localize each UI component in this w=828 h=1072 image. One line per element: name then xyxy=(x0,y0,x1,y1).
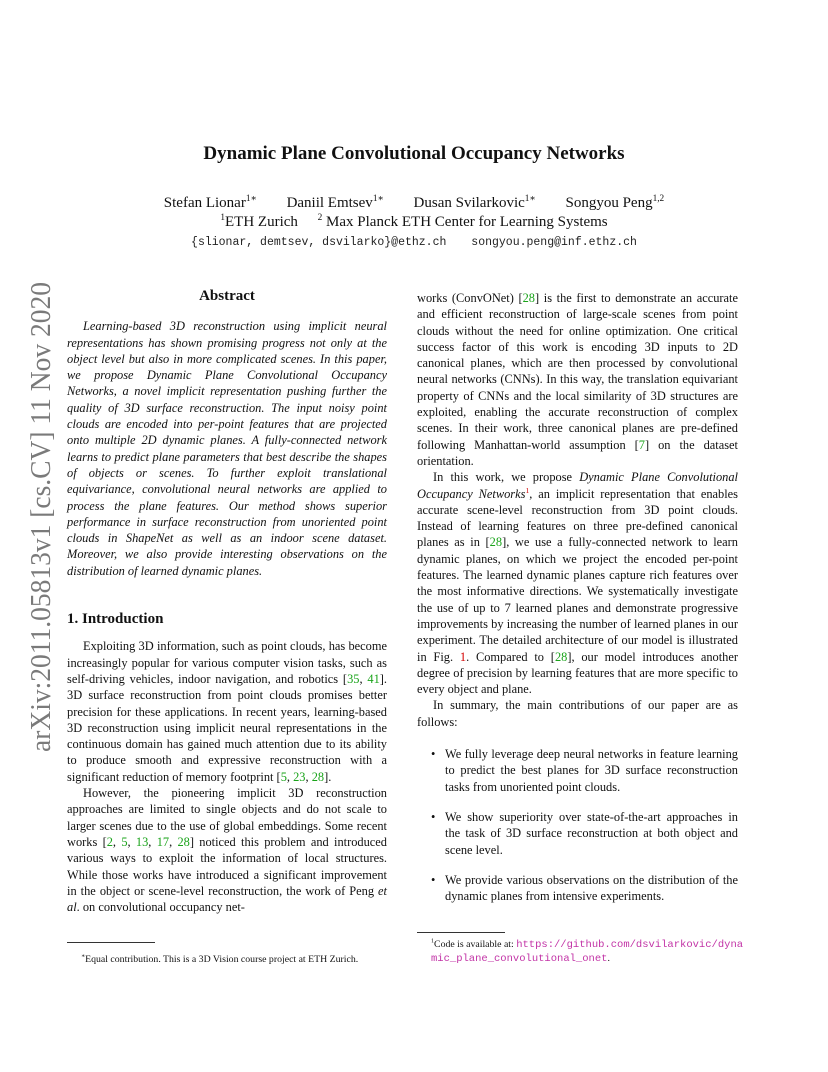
author-list xyxy=(0,195,828,212)
abstract-text: Learning-based 3D reconstruction using implicit neural representations has shown promising progress not only at the object level but also in more complicated scenes. In this paper, we propose Dynamic Plane Convolutional Occupancy Networks, a novel implicit representation pushing further the quality of 3D surface reconstruction. The input noisy point clouds are encoded into per-point features that are projected onto multiple 2D dynamic planes. A fully-connected network learns to predict plane parameters that best describe the shapes of objects or scenes. To further exploit translational equivariance, convolutional neural networks are applied to process the plane features. Our method shows superior performance in surface reconstruction from unoriented point clouds in ShapeNet as well as an indoor scene dataset. Moreover, we also provide interesting observations on the distribution of learned dynamic planes. xyxy=(67,319,387,578)
footnote-rule xyxy=(67,942,155,943)
citation-link[interactable]: 28 xyxy=(522,291,535,305)
abstract-heading: Abstract xyxy=(199,288,255,304)
author: Dusan Svilarkovic$^{1∗}$ xyxy=(413,194,536,211)
citation-link[interactable]: 17 xyxy=(156,834,170,849)
bullet-icon: • xyxy=(431,872,436,887)
intro-paragraph-3: works (ConvONet) [28] is the first to demonstrate an accurate and efficient reconstruction of large-scale scenes from point clouds without the need for online optimization. One critical success factor of this work is encoding 3D inputs to 2D canonical planes, which are then processed by convolutional neural networks (CNNs). In this way, the translation equivariant property of CNNs and the local similarity of 3D structures are exploited, enabling the accurate reconstruction of complex scenes. In their work, three canonical planes are pre-defined following Manhattan-world assumption [7] on the dataset orientation. xyxy=(417,291,738,468)
footnote-ref[interactable]: 1 xyxy=(525,485,530,495)
code-url-link[interactable]: https://github.com/dsvilarkovic/dynamic_plane_convolutional_onet xyxy=(431,939,744,965)
intro-paragraph-4: In this work, we propose Dynamic Plane Convolutional Occupancy Networks$^1$, an implicit representation that enables accurate scene-level reconstruction from 3D point clouds. Instead of learning features on three pre-defined canonical planes as in [28], we use a fully-connected network to learn dynamic planes, on which we project the encoded per-point features. The learned dynamic planes capture rich features over the most informative directions. We systematically investigate the use of up to 7 learned planes and demonstrate progressive improvements by increasing the number of learned planes in our experiment. The detailed architecture of our model is illustrated in Fig. 1. Compared to [28], our model introduces another degree of precision by learning features that are more specific to every object and plane. xyxy=(417,470,739,697)
footnote-rule xyxy=(417,932,505,933)
list-item: • We show superiority over state-of-the-art approaches in the task of 3D surface reconstruction at both object and scene level. xyxy=(431,809,738,857)
intro-paragraph-1: Exploiting 3D information, such as point clouds, has become increasingly popular for various computer vision tasks, such as self-driving vehicles, indoor navigation, and robotics [35, 41]. 3D surface reconstruction from point clouds promises better precision for these applications. In recent years, learning-based 3D reconstruction using implicit neural representations in the continuous domain has gained much attention due to its ability to produce smooth and expressive reconstruction with a significant reduction of memory footprint [5, 23, 28]. xyxy=(67,639,387,784)
author: Songyou Peng$^{1,2}$ xyxy=(565,194,665,211)
citation-link[interactable]: 35 xyxy=(347,671,360,686)
author: Stefan Lionar$^{1∗}$ xyxy=(163,194,257,211)
author: Daniil Emtsev$^{1∗}$ xyxy=(286,194,384,211)
citation-link[interactable]: 5 xyxy=(280,769,287,784)
citation-link[interactable]: 23 xyxy=(293,769,306,784)
intro-paragraph-5: In summary, the main contributions of our paper are as follows: xyxy=(417,698,738,729)
left-column xyxy=(67,288,387,915)
arxiv-stamp xyxy=(20,282,60,752)
introduction-heading: 1. Introduction xyxy=(67,611,164,628)
affiliation-list xyxy=(0,214,828,231)
intro-paragraph-2: However, the pioneering implicit 3D reconstruction approaches are limited to single objects and do not scale to larger scenes due to the use of global embeddings. Some recent works [2, 5, 13, 17, 28] noticed this problem and introduced various ways to exploit the information of local structures. While those works have introduced a significant improvement in the object or scene-level reconstruction, the work of Peng et al. on convolutional occupancy net- xyxy=(67,786,387,915)
list-item: • We fully leverage deep neural networks in feature learning to predict the best planes for 3D surface reconstruction tasks from unoriented point clouds. xyxy=(431,747,738,794)
affiliation: $^2$ Max Planck ETH Center for Learning Systems xyxy=(317,213,608,230)
paper-title: Dynamic Plane Convolutional Occupancy Networks xyxy=(203,143,625,164)
right-column xyxy=(417,290,738,918)
citation-link[interactable]: 2 xyxy=(106,834,113,849)
citation-link[interactable]: 28 xyxy=(311,769,325,784)
citation-link[interactable]: 5 xyxy=(121,834,128,849)
bullet-icon: • xyxy=(431,809,436,824)
affiliation: $^1$ETH Zurich xyxy=(220,213,298,230)
contribution-list xyxy=(417,746,738,904)
email: songyou.peng@inf.ethz.ch xyxy=(471,236,637,249)
list-item: • We provide various observations on the distribution of the dynamic planes from intensive experiments. xyxy=(431,872,738,904)
footnote-equal: ∗Equal contribution. This is a 3D Vision course project at ETH Zurich. xyxy=(67,942,388,966)
bullet-icon: • xyxy=(431,747,436,762)
citation-link[interactable]: 41 xyxy=(367,671,380,686)
citation-link[interactable]: 7 xyxy=(638,437,645,452)
footnote-code: $^1$Code is available at: https://github.com/dsvilarkovic/dynamic_plane_convolutional_onet. xyxy=(417,932,747,966)
arxiv-id: arXiv:2011.05813v1 [cs.CV] 11 Nov 2020 xyxy=(26,282,57,752)
email-list xyxy=(0,236,828,249)
citation-link[interactable]: 28 xyxy=(177,834,190,849)
citation-link[interactable]: 28 xyxy=(489,535,503,550)
figure-link[interactable]: 1 xyxy=(459,649,467,664)
citation-link[interactable]: 13 xyxy=(135,834,149,849)
email: {slionar, demtsev, dsvilarko}@ethz.ch xyxy=(191,236,447,249)
citation-link[interactable]: 28 xyxy=(554,649,568,664)
